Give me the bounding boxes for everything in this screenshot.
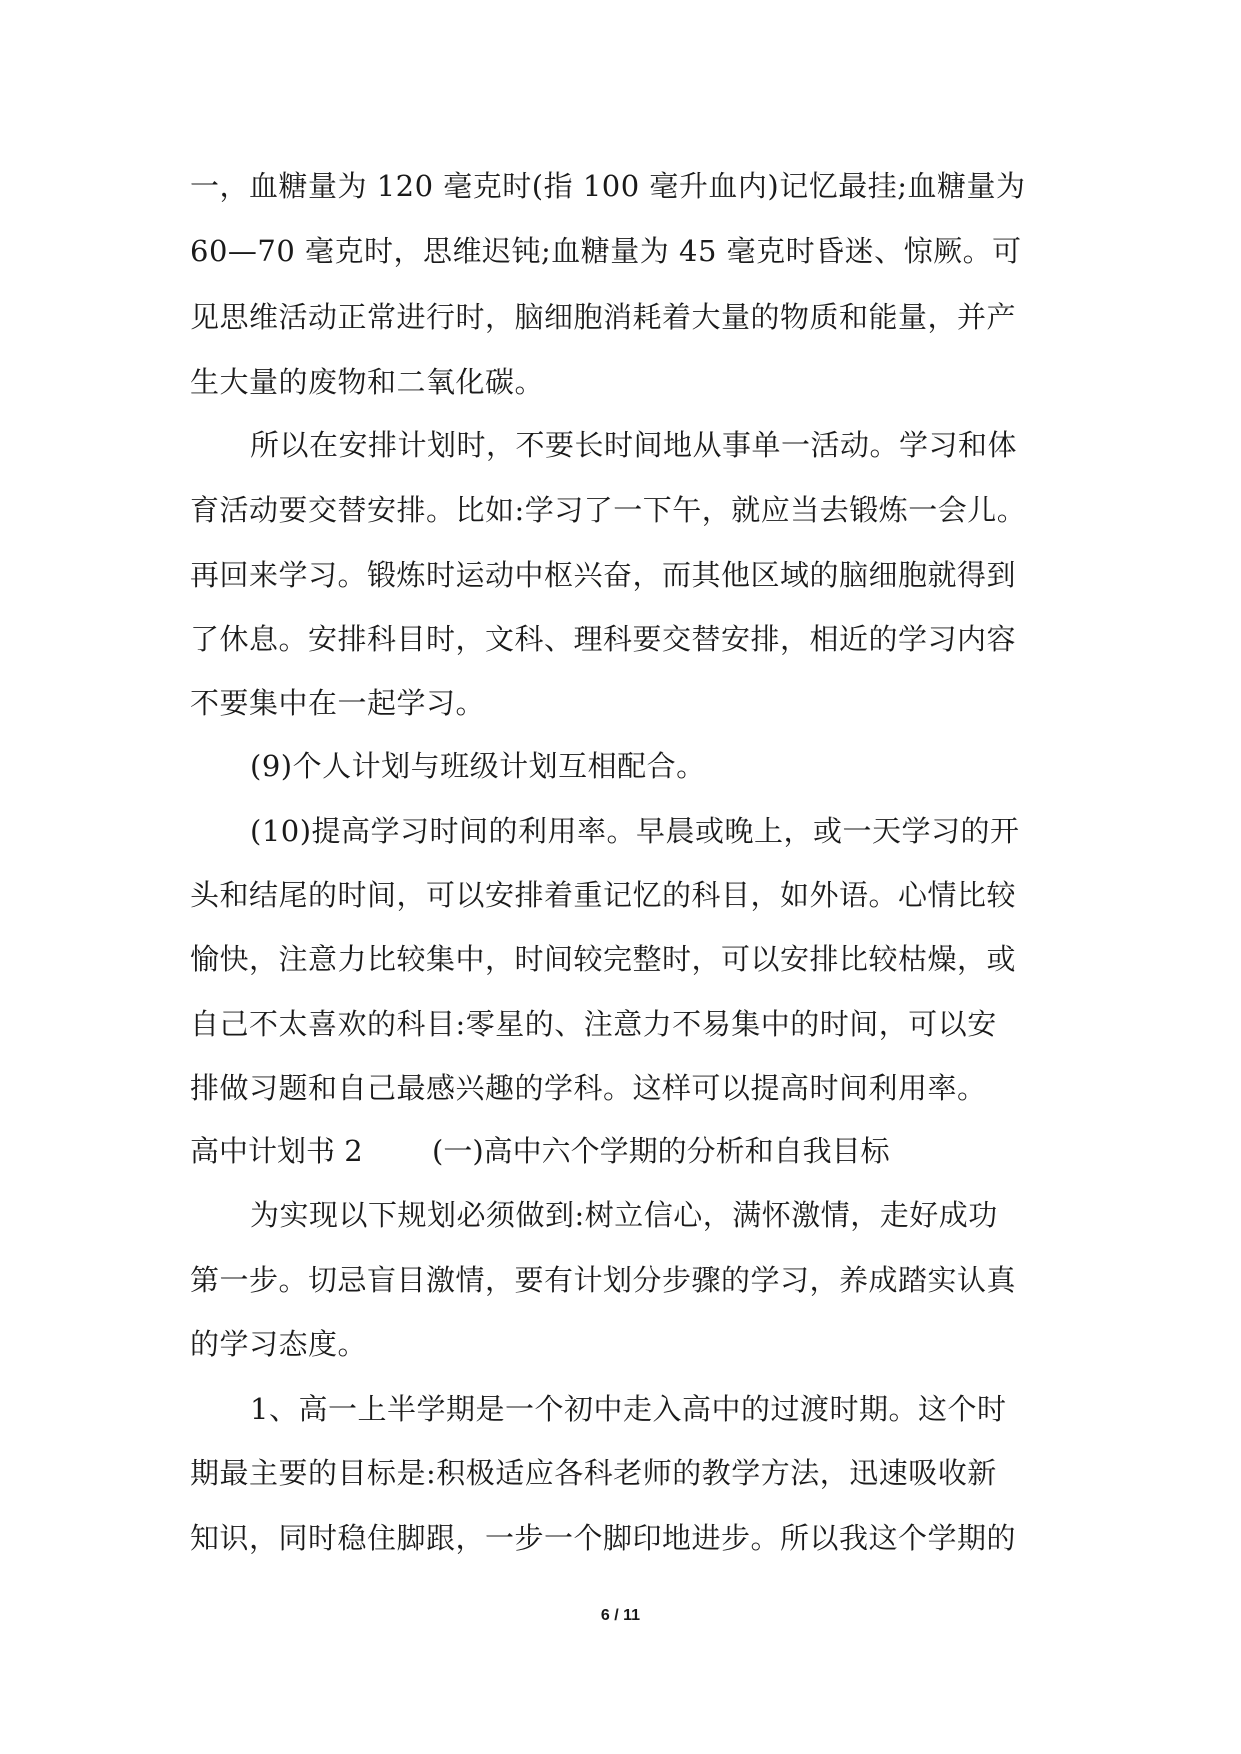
paragraph-first-line: (9)个人计划与班级计划互相配合。	[250, 749, 706, 783]
text-line: 第一步。切忌盲目激情，要有计划分步骤的学习，养成踏实认真	[190, 1263, 1017, 1297]
text-line: 育活动要交替安排。比如:学习了一下午，就应当去锻炼一会儿。	[190, 493, 1027, 527]
text-line: 排做习题和自己最感兴趣的学科。这样可以提高时间利用率。	[190, 1071, 987, 1105]
section-title: 高中计划书 2	[190, 1134, 363, 1168]
text-line: 不要集中在一起学习。	[190, 686, 486, 720]
paragraph-first-line: (10)提高学习时间的利用率。早晨或晚上，或一天学习的开	[250, 814, 1020, 848]
paragraph-first-line: 所以在安排计划时，不要长时间地从事单一活动。学习和体	[250, 428, 1018, 462]
text-line: 自己不太喜欢的科目:零星的、注意力不易集中的时间，可以安	[190, 1007, 997, 1041]
text-line: 一，血糖量为 120 毫克时(指 100 毫升血内)记忆最挂;血糖量为	[190, 169, 1026, 203]
text-line: 愉快，注意力比较集中，时间较完整时，可以安排比较枯燥，或	[190, 942, 1017, 976]
text-line: 60—70 毫克时，思维迟钝;血糖量为 45 毫克时昏迷、惊厥。可	[190, 234, 1022, 268]
text-line: 头和结尾的时间，可以安排着重记忆的科目，如外语。心情比较	[190, 878, 1017, 912]
text-line: 了休息。安排科目时，文科、理科要交替安排，相近的学习内容	[190, 622, 1017, 656]
text-line: 知识，同时稳住脚跟，一步一个脚印地进步。所以我这个学期的	[190, 1521, 1017, 1555]
text-line: 的学习态度。	[190, 1327, 368, 1361]
text-line: 生大量的废物和二氧化碳。	[190, 365, 545, 399]
paragraph-first-line: 1、高一上半学期是一个初中走入高中的过渡时期。这个时	[250, 1392, 1007, 1426]
section-subtitle: (一)高中六个学期的分析和自我目标	[432, 1134, 890, 1168]
text-line: 期最主要的目标是:积极适应各科老师的教学方法，迅速吸收新	[190, 1456, 997, 1490]
page-number: 6 / 11	[600, 1607, 641, 1624]
text-line: 再回来学习。锻炼时运动中枢兴奋，而其他区域的脑细胞就得到	[190, 558, 1017, 592]
paragraph-first-line: 为实现以下规划必须做到:树立信心，满怀激情，走好成功	[250, 1198, 998, 1232]
text-line: 见思维活动正常进行时，脑细胞消耗着大量的物质和能量，并产	[190, 300, 1017, 334]
